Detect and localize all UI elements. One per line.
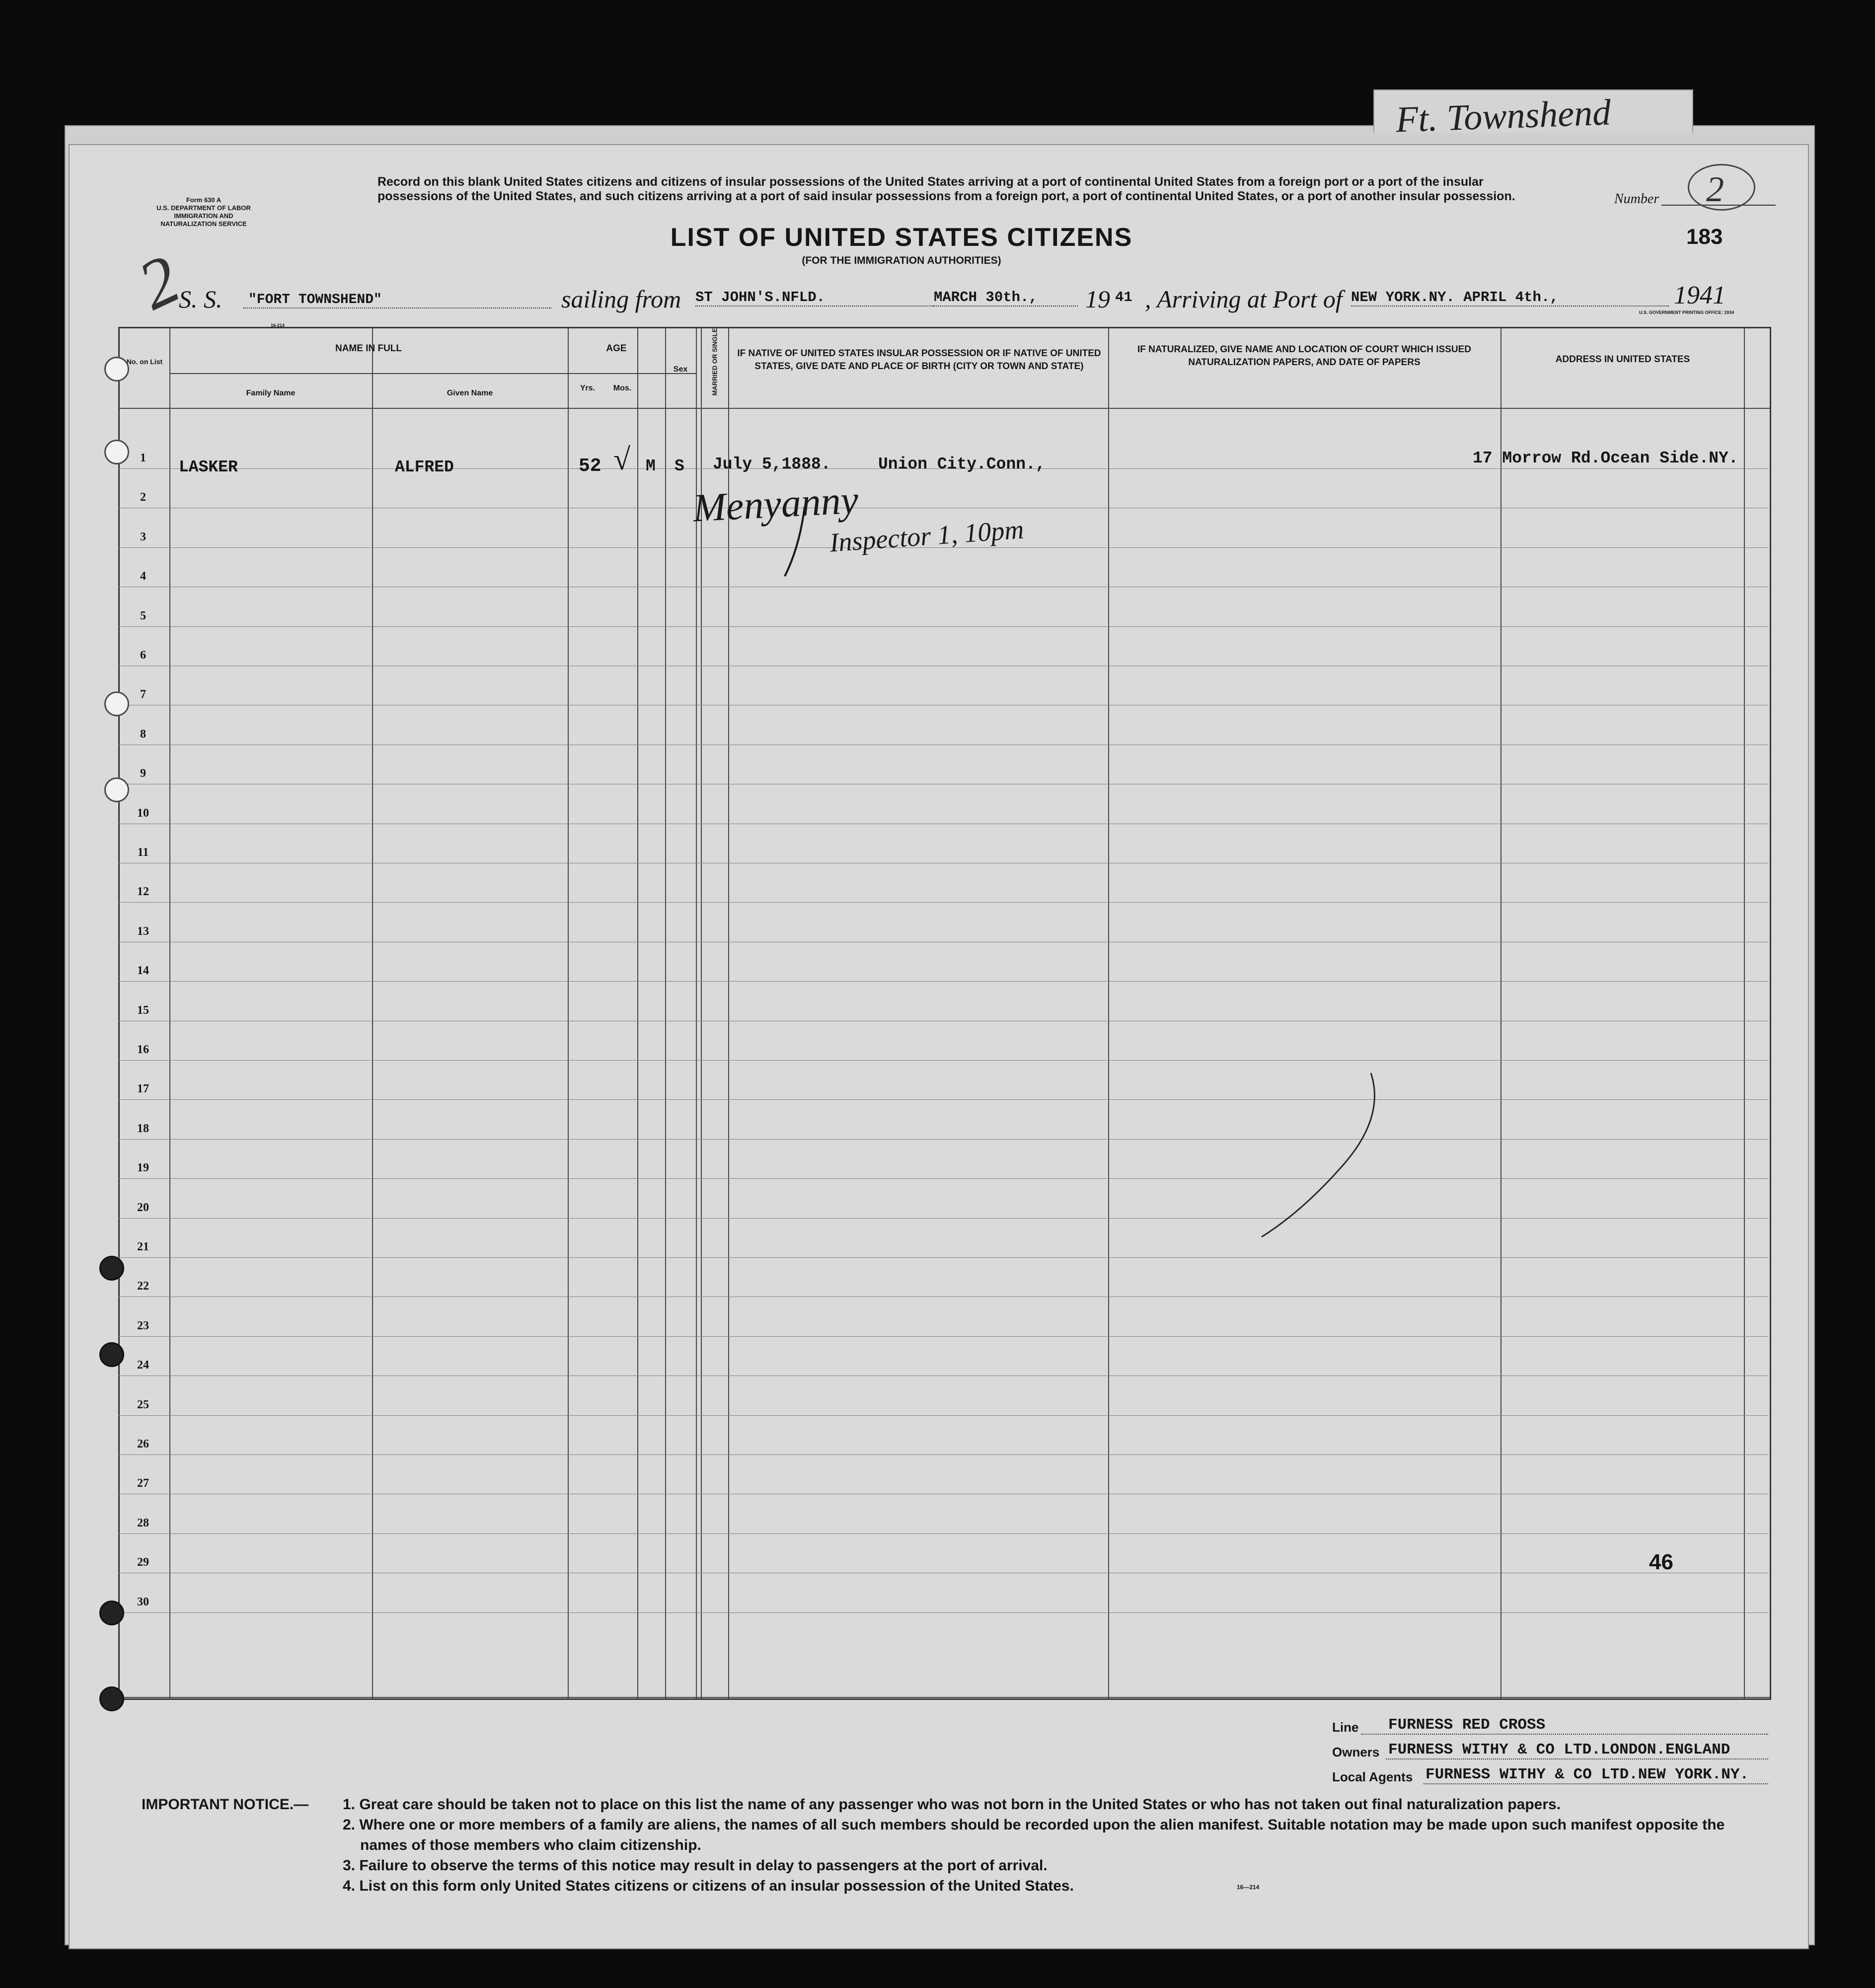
agents-underline	[1424, 1783, 1768, 1784]
number-label: Number	[1614, 191, 1659, 207]
row-number: 24	[137, 1359, 149, 1372]
row-number: 21	[137, 1240, 149, 1253]
notice-item: 1. Great care should be taken not to place on this list the name of any passenger who was not born in the United States or who has not taken out final naturalization papers.	[343, 1796, 1561, 1813]
corner-mark: 2	[127, 240, 191, 325]
family-name-cell: LASKER	[179, 458, 238, 476]
ship-name: "FORT TOWNSHEND"	[243, 292, 551, 308]
row-number: 7	[140, 688, 146, 701]
row-number: 13	[137, 924, 149, 938]
notice-heading: IMPORTANT NOTICE.—	[142, 1796, 309, 1813]
punch-hole	[104, 691, 129, 716]
pen-strokes	[745, 497, 1391, 1292]
agents-value: FURNESS WITHY & CO LTD.NEW YORK.NY.	[1425, 1766, 1749, 1783]
page-subtitle: (FOR THE IMMIGRATION AUTHORITIES)	[802, 255, 1001, 266]
row-number: 14	[137, 964, 149, 978]
punch-hole	[99, 1342, 124, 1367]
header-family-name: Family Name	[246, 389, 296, 397]
header-sex: Sex	[673, 365, 688, 374]
header-name-in-full: NAME IN FULL	[335, 343, 402, 354]
form-code: 16-214	[271, 323, 285, 328]
row-number: 15	[137, 1003, 149, 1017]
row-rule	[118, 1533, 1768, 1534]
row-rule	[118, 1454, 1768, 1455]
page-title: LIST OF UNITED STATES CITIZENS	[670, 223, 1133, 252]
owners-value: FURNESS WITHY & CO LTD.LONDON.ENGLAND	[1388, 1741, 1730, 1759]
port-to: NEW YORK.NY. APRIL 4th.,	[1351, 289, 1669, 306]
number-value: 2	[1706, 169, 1724, 209]
form-id-line: U.S. DEPARTMENT OF LABOR	[156, 204, 251, 212]
year-from: 41	[1115, 289, 1132, 306]
handwritten-annotation: Menyanny	[691, 478, 860, 531]
punch-hole	[104, 357, 129, 382]
row-number: 16	[137, 1043, 149, 1056]
sailing-from-label: sailing from	[561, 285, 681, 313]
punch-hole	[99, 1601, 124, 1625]
row-rule	[118, 1336, 1768, 1337]
notice-item: 2. Where one or more members of a family are aliens, the names of all such members should be recorded upon the alien manifest. Suitable notation may be made upon such manifest opposite the names of those members who claim citizenship.	[343, 1817, 1725, 1853]
form-identifier	[142, 196, 266, 228]
row-number: 23	[137, 1319, 149, 1332]
record-instructions: Record on this blank United States citizens and citizens of insular possessions of the United States arriving at a port of continental United States from a foreign port or a port of the insular possessions of the United States, and such citizens arriving at a port of said insular possessions from a foreign port, a port of continental United States, or a port of another insular possession.	[377, 175, 1515, 203]
row-number: 10	[137, 806, 149, 820]
check-mark: √	[613, 443, 631, 476]
row-number: 8	[140, 727, 146, 741]
notice-code: 16—214	[1237, 1884, 1260, 1891]
row-number: 4	[140, 570, 146, 583]
tab-handwriting: Ft. Townshend	[1395, 92, 1612, 141]
punch-hole	[104, 440, 129, 464]
row-number: 28	[137, 1516, 149, 1529]
row-number: 19	[137, 1161, 149, 1175]
header-yrs: Yrs.	[580, 384, 596, 392]
punch-hole	[104, 777, 129, 802]
header-mos: Mos.	[613, 384, 632, 392]
line-value: FURNESS RED CROSS	[1388, 1716, 1546, 1734]
page-number: 183	[1686, 225, 1723, 249]
line-underline	[1361, 1734, 1768, 1735]
form-id-line: Form 630 A	[186, 196, 222, 204]
row-number: 25	[137, 1398, 149, 1411]
marital-cell: S	[675, 457, 684, 475]
sex-cell: M	[646, 457, 656, 475]
table-bottom-rule	[120, 1697, 1770, 1698]
row-number: 9	[140, 767, 146, 780]
row-number: 1	[140, 452, 146, 464]
address-cell: 17 Morrow Rd.Ocean Side.NY.	[1473, 449, 1738, 467]
form-id-line: IMMIGRATION AND	[174, 212, 233, 220]
birth-date-cell: July 5,1888.	[713, 455, 831, 473]
row-number: 6	[140, 649, 146, 662]
punch-hole	[99, 1686, 124, 1711]
row-number: 2	[140, 491, 146, 504]
row-number: 12	[137, 885, 149, 899]
year-to: 1941	[1674, 281, 1725, 309]
header-native: IF NATIVE OF UNITED STATES INSULAR POSSESSION OR IF NATIVE OF UNITED STATES, GIVE DATE AND PLACE OF BIRTH (CITY OR TOWN AND STATE)	[737, 348, 1101, 372]
form-id-line: NATURALIZATION SERVICE	[160, 220, 247, 228]
row-number: 27	[137, 1477, 149, 1490]
row-number: 29	[137, 1556, 149, 1569]
arriving-label: , Arriving at Port of	[1145, 285, 1343, 313]
given-name-cell: ALFRED	[395, 458, 454, 476]
stamp-number: 46	[1649, 1550, 1673, 1574]
row-number: 3	[140, 530, 146, 543]
header-subrule	[169, 373, 696, 374]
header-married-or-single: MARRIED OR SINGLE	[711, 328, 719, 396]
row-number: 5	[140, 609, 146, 622]
header-given-name: Given Name	[447, 389, 493, 397]
notice-items	[343, 1794, 1733, 1896]
punch-hole	[99, 1256, 124, 1281]
header-address: ADDRESS IN UNITED STATES	[1555, 354, 1690, 365]
row-rule	[118, 1415, 1768, 1416]
row-number: 11	[137, 846, 149, 859]
row-number: 22	[137, 1280, 149, 1293]
row-rule	[118, 1612, 1768, 1613]
header-no-on-list: No. on List	[126, 358, 163, 366]
age-years-cell: 52	[579, 456, 601, 477]
year-prefix: 19	[1085, 285, 1110, 313]
line-label: Line	[1332, 1720, 1359, 1735]
row-number: 26	[137, 1438, 149, 1451]
port-from: ST JOHN'S.NFLD.	[695, 289, 934, 306]
row-number: 17	[137, 1082, 149, 1096]
notice-item: 3. Failure to observe the terms of this notice may result in delay to passengers at the port of arrival.	[343, 1857, 1048, 1874]
agents-label: Local Agents	[1332, 1769, 1413, 1784]
notice-item: 4. List on this form only United States citizens or citizens of an insular possession of the United States.	[343, 1878, 1074, 1894]
handwritten-annotation: Inspector 1, 10pm	[828, 514, 1025, 558]
birth-place-cell: Union City.Conn.,	[878, 455, 1046, 473]
owners-label: Owners	[1332, 1745, 1380, 1759]
row-number: 18	[137, 1122, 149, 1135]
ss-label: S. S.	[179, 285, 223, 313]
date-from: MARCH 30th.,	[934, 289, 1078, 306]
row-number: 30	[137, 1595, 149, 1608]
header-age: AGE	[606, 343, 627, 354]
header-naturalized: IF NATURALIZED, GIVE NAME AND LOCATION OF COURT WHICH ISSUED NATURALIZATION PAPERS, AND DATE OF PAPERS	[1137, 344, 1471, 368]
row-number: 20	[137, 1201, 149, 1214]
printing-office: U.S. GOVERNMENT PRINTING OFFICE: 1934	[1639, 310, 1734, 315]
